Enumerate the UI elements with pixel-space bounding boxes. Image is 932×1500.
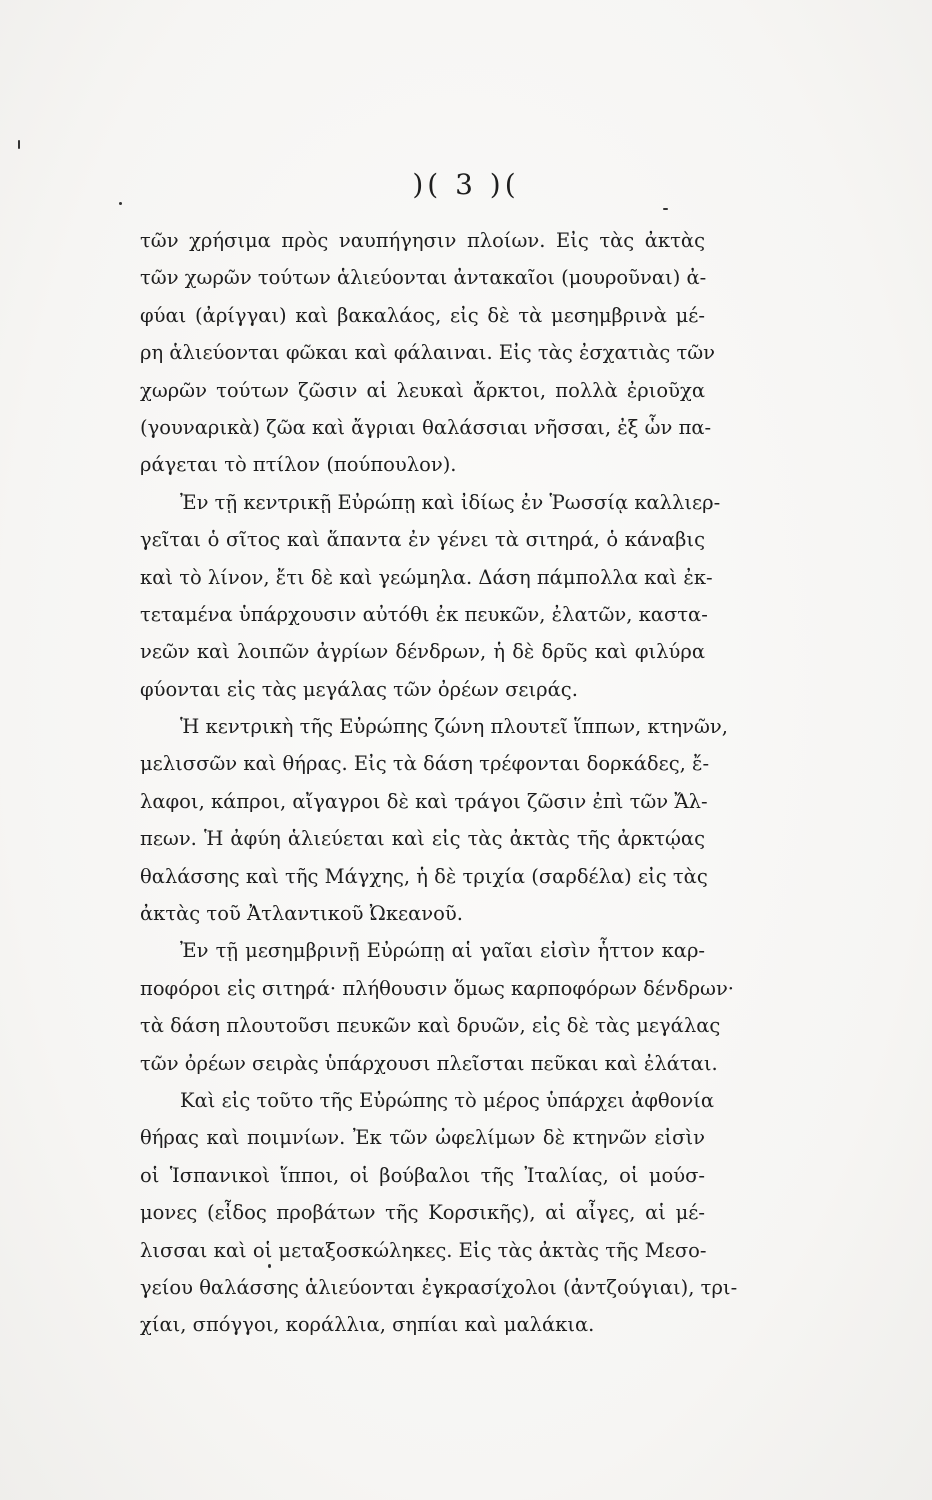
text-line: γεῖται ὁ σῖτος καὶ ἅπαντα ἐν γένει τὰ σιτηρά, ὁ κάναβις [140, 528, 705, 552]
text-line: λαφοι, κάπροι, αἴγαγροι δὲ καὶ τράγοι ζῶσιν ἐπὶ τῶν Ἄλ- [140, 789, 708, 813]
text-line: τῶν χωρῶν τούτων ἁλιεύονται ἀντακαῖοι (μουροῦναι) ἀ- [140, 266, 707, 290]
scan-speck [663, 208, 668, 210]
text-line: τῶν χρήσιμα πρὸς ναυπήγησιν πλοίων. Εἰς τὰς ἀκτὰς [140, 229, 705, 252]
text-line: φύαι (ἀρίγγαι) καὶ βακαλάος, εἰς δὲ τὰ μεσημβρινὰ μέ- [140, 303, 705, 327]
text-line: θήρας καὶ ποιμνίων. Ἐκ τῶν ὠφελίμων δὲ κτηνῶν εἰσὶν [140, 1126, 705, 1150]
text-line: Ἡ κεντρικὴ τῆς Εὐρώπης ζώνη πλουτεῖ ἵππων, κτηνῶν, [180, 715, 728, 739]
text-line: ρη ἁλιεύονται φῶκαι καὶ φάλαιναι. Εἰς τὰς ἐσχατιὰς τῶν [140, 341, 715, 365]
text-line: καὶ τὸ λίνον, ἔτι δὲ καὶ γεώμηλα. Δάση πάμπολλα καὶ ἐκ- [140, 565, 713, 589]
body-text [140, 222, 738, 1344]
text-line: θαλάσσης καὶ τῆς Μάγχης, ἡ δὲ τριχία (σαρδέλα) εἰς τὰς [140, 864, 708, 888]
scan-speck [18, 140, 20, 149]
text-line: τεταμένα ὑπάρχουσιν αὐτόθι ἐκ πευκῶν, ἐλατῶν, καστα- [140, 602, 708, 626]
page-number-header: )( 3 )( [412, 168, 520, 201]
text-line: νεῶν καὶ λοιπῶν ἀγρίων δένδρων, ἡ δὲ δρῦς καὶ φιλύρα [140, 640, 705, 664]
text-line: γείου θαλάσσης ἁλιεύονται ἐγκρασίχολοι (ἀντζούγιαι), τρι- [140, 1275, 738, 1299]
text-line: μονες (εἶδος προβάτων τῆς Κορσικῆς), αἱ αἶγες, αἱ μέ- [140, 1201, 705, 1225]
scan-speck [119, 202, 122, 205]
text-line: οἱ Ἱσπανικοὶ ἵπποι, οἱ βούβαλοι τῆς Ἰταλίας, οἱ μούσ- [140, 1163, 705, 1187]
text-line: τὰ δάση πλουτοῦσι πευκῶν καὶ δρυῶν, εἰς δὲ τὰς μεγάλας [140, 1014, 721, 1038]
text-line: Καὶ εἰς τοῦτο τῆς Εὐρώπης τὸ μέρος ὑπάρχει ἀφθονία [180, 1088, 715, 1112]
text-line: ποφόροι εἰς σιτηρά· πλήθουσιν ὅμως καρποφόρων δένδρων· [140, 976, 734, 1000]
text-line: πεων. Ἡ ἀφύη ἁλιεύεται καὶ εἰς τὰς ἀκτὰς τῆς ἀρκτῴας [140, 827, 705, 851]
text-line: ἀκτὰς τοῦ Ἀτλαντικοῦ Ὠκεανοῦ. [140, 902, 463, 926]
text-line: λισσαι καὶ οἱ μεταξοσκώληκες. Εἰς τὰς ἀκτὰς τῆς Μεσο- [140, 1238, 707, 1262]
text-line: Ἐν τῇ μεσημβρινῇ Εὐρώπῃ αἱ γαῖαι εἰσὶν ἧττον καρ- [180, 939, 705, 963]
text-line: τῶν ὀρέων σειρὰς ὑπάρχουσι πλεῖσται πεῦκαι καὶ ἐλάται. [140, 1051, 718, 1075]
scan-speck [268, 1264, 271, 1268]
text-line: (γουναρικὰ) ζῶα καὶ ἄγριαι θαλάσσιαι νῆσσαι, ἐξ ὧν πα- [140, 415, 712, 439]
text-line: Ἐν τῇ κεντρικῇ Εὐρώπῃ καὶ ἰδίως ἐν Ῥωσσίᾳ καλλιερ- [180, 490, 721, 514]
text-line: μελισσῶν καὶ θήρας. Εἰς τὰ δάση τρέφονται δορκάδες, ἔ- [140, 752, 710, 776]
text-line: χωρῶν τούτων ζῶσιν αἱ λευκαὶ ἄρκτοι, πολλὰ ἐριοῦχα [140, 378, 705, 402]
text-line: φύονται εἰς τὰς μεγάλας τῶν ὀρέων σειράς. [140, 677, 578, 701]
text-line: χίαι, σπόγγοι, κοράλλια, σηπίαι καὶ μαλάκια. [140, 1313, 595, 1337]
text-line: ράγεται τὸ πτίλον (πούπουλον). [140, 453, 457, 477]
